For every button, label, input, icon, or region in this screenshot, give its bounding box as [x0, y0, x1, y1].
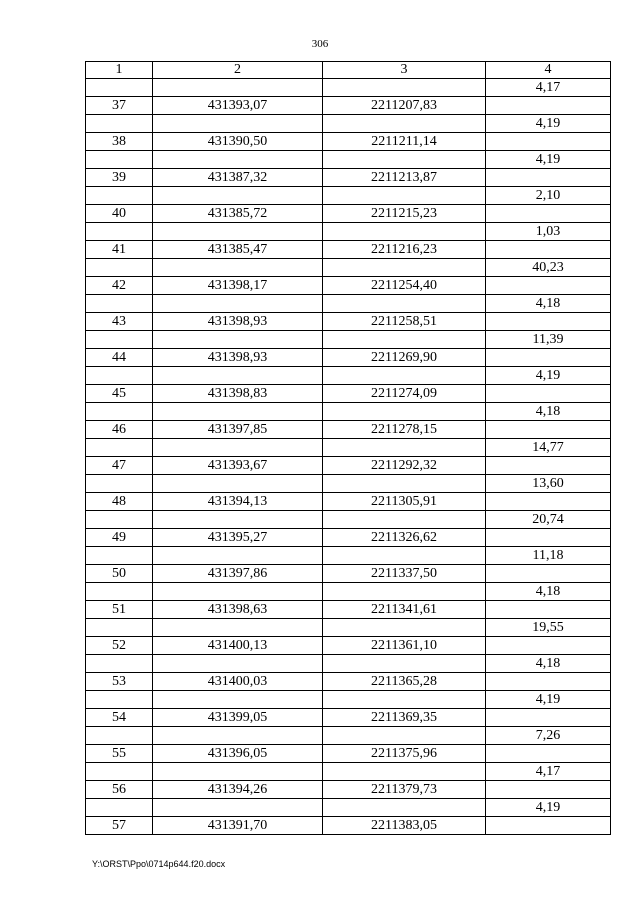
table-row: [86, 295, 611, 313]
distance-cell: 4,18: [486, 295, 611, 313]
x-coordinate-cell: 431396,05: [153, 745, 323, 763]
point-number-cell: [86, 655, 153, 673]
y-coordinate-cell: [323, 151, 486, 169]
y-coordinate-cell: [323, 583, 486, 601]
x-coordinate-cell: 431393,07: [153, 97, 323, 115]
table-row: [86, 673, 611, 691]
table-row: [86, 637, 611, 655]
table-row: [86, 529, 611, 547]
x-coordinate-cell: [153, 655, 323, 673]
y-coordinate-cell: 2211305,91: [323, 493, 486, 511]
distance-cell: [486, 709, 611, 727]
x-coordinate-cell: [153, 115, 323, 133]
x-coordinate-cell: [153, 691, 323, 709]
x-coordinate-cell: 431390,50: [153, 133, 323, 151]
table-row: [86, 457, 611, 475]
table-row: [86, 817, 611, 835]
file-path-footer: Y:\ORST\Ppo\0714p644.f20.docx: [92, 859, 226, 869]
y-coordinate-cell: 2211379,73: [323, 781, 486, 799]
y-coordinate-cell: [323, 763, 486, 781]
x-coordinate-cell: 431385,72: [153, 205, 323, 223]
table-row: [86, 619, 611, 637]
x-coordinate-cell: [153, 259, 323, 277]
table-row: [86, 313, 611, 331]
table-row: [86, 205, 611, 223]
point-number-cell: [86, 583, 153, 601]
x-coordinate-cell: 431398,83: [153, 385, 323, 403]
point-number-cell: [86, 79, 153, 97]
x-coordinate-cell: 431398,93: [153, 349, 323, 367]
distance-cell: [486, 493, 611, 511]
coordinates-table: [85, 61, 611, 835]
distance-cell: 14,77: [486, 439, 611, 457]
point-number-cell: [86, 115, 153, 133]
table-row: [86, 709, 611, 727]
point-number-cell: 48: [86, 493, 153, 511]
y-coordinate-cell: 2211383,05: [323, 817, 486, 835]
distance-cell: [486, 673, 611, 691]
point-number-cell: [86, 187, 153, 205]
column-header-y: 3: [323, 62, 486, 79]
y-coordinate-cell: 2211211,14: [323, 133, 486, 151]
x-coordinate-cell: [153, 547, 323, 565]
distance-cell: 7,26: [486, 727, 611, 745]
x-coordinate-cell: 431398,93: [153, 313, 323, 331]
point-number-cell: [86, 403, 153, 421]
distance-cell: [486, 97, 611, 115]
point-number-cell: 53: [86, 673, 153, 691]
table-row: [86, 439, 611, 457]
y-coordinate-cell: 2211365,28: [323, 673, 486, 691]
point-number-cell: 47: [86, 457, 153, 475]
point-number-cell: [86, 439, 153, 457]
distance-cell: [486, 637, 611, 655]
x-coordinate-cell: [153, 799, 323, 817]
y-coordinate-cell: [323, 799, 486, 817]
distance-cell: [486, 169, 611, 187]
x-coordinate-cell: [153, 439, 323, 457]
point-number-cell: 57: [86, 817, 153, 835]
point-number-cell: [86, 475, 153, 493]
y-coordinate-cell: 2211258,51: [323, 313, 486, 331]
table-row: [86, 385, 611, 403]
y-coordinate-cell: 2211207,83: [323, 97, 486, 115]
y-coordinate-cell: [323, 439, 486, 457]
point-number-cell: 43: [86, 313, 153, 331]
y-coordinate-cell: [323, 727, 486, 745]
column-header-x: 2: [153, 62, 323, 79]
y-coordinate-cell: 2211375,96: [323, 745, 486, 763]
table-row: [86, 493, 611, 511]
point-number-cell: [86, 619, 153, 637]
distance-cell: [486, 601, 611, 619]
y-coordinate-cell: [323, 547, 486, 565]
y-coordinate-cell: [323, 295, 486, 313]
distance-cell: [486, 205, 611, 223]
point-number-cell: 56: [86, 781, 153, 799]
point-number-cell: 54: [86, 709, 153, 727]
distance-cell: [486, 277, 611, 295]
point-number-cell: 45: [86, 385, 153, 403]
point-number-cell: [86, 223, 153, 241]
table-row: [86, 745, 611, 763]
x-coordinate-cell: [153, 331, 323, 349]
table-row: [86, 601, 611, 619]
distance-cell: 4,18: [486, 403, 611, 421]
distance-cell: [486, 781, 611, 799]
x-coordinate-cell: [153, 223, 323, 241]
y-coordinate-cell: 2211269,90: [323, 349, 486, 367]
distance-cell: 19,55: [486, 619, 611, 637]
distance-cell: 4,18: [486, 583, 611, 601]
x-coordinate-cell: 431398,17: [153, 277, 323, 295]
x-coordinate-cell: [153, 583, 323, 601]
y-coordinate-cell: [323, 223, 486, 241]
x-coordinate-cell: 431387,32: [153, 169, 323, 187]
point-number-cell: [86, 763, 153, 781]
distance-cell: [486, 349, 611, 367]
point-number-cell: [86, 799, 153, 817]
y-coordinate-cell: 2211326,62: [323, 529, 486, 547]
table-row: [86, 655, 611, 673]
y-coordinate-cell: 2211369,35: [323, 709, 486, 727]
point-number-cell: 38: [86, 133, 153, 151]
point-number-cell: [86, 547, 153, 565]
point-number-cell: [86, 259, 153, 277]
column-header-point: 1: [86, 62, 153, 79]
table-row: [86, 763, 611, 781]
point-number-cell: [86, 691, 153, 709]
x-coordinate-cell: 431397,85: [153, 421, 323, 439]
table-row: [86, 421, 611, 439]
table-row: [86, 583, 611, 601]
x-coordinate-cell: [153, 187, 323, 205]
y-coordinate-cell: 2211361,10: [323, 637, 486, 655]
table-row: [86, 547, 611, 565]
point-number-cell: 52: [86, 637, 153, 655]
x-coordinate-cell: 431400,13: [153, 637, 323, 655]
point-number-cell: 44: [86, 349, 153, 367]
x-coordinate-cell: 431394,26: [153, 781, 323, 799]
table-row: [86, 403, 611, 421]
y-coordinate-cell: 2211274,09: [323, 385, 486, 403]
table-row: [86, 169, 611, 187]
distance-cell: 4,19: [486, 115, 611, 133]
distance-cell: 20,74: [486, 511, 611, 529]
table-row: [86, 691, 611, 709]
point-number-cell: [86, 151, 153, 169]
point-number-cell: 40: [86, 205, 153, 223]
y-coordinate-cell: [323, 655, 486, 673]
table-row: [86, 565, 611, 583]
table-row: [86, 781, 611, 799]
x-coordinate-cell: 431398,63: [153, 601, 323, 619]
table-row: [86, 331, 611, 349]
x-coordinate-cell: 431397,86: [153, 565, 323, 583]
table-row: [86, 349, 611, 367]
point-number-cell: 46: [86, 421, 153, 439]
y-coordinate-cell: [323, 331, 486, 349]
distance-cell: 11,18: [486, 547, 611, 565]
column-header-distance: 4: [486, 62, 611, 79]
table-row: [86, 799, 611, 817]
table-row: [86, 367, 611, 385]
table-row: [86, 187, 611, 205]
x-coordinate-cell: [153, 151, 323, 169]
distance-cell: 13,60: [486, 475, 611, 493]
point-number-cell: 55: [86, 745, 153, 763]
distance-cell: 4,17: [486, 763, 611, 781]
table-row: [86, 277, 611, 295]
distance-cell: 4,19: [486, 691, 611, 709]
x-coordinate-cell: [153, 511, 323, 529]
distance-cell: 11,39: [486, 331, 611, 349]
distance-cell: [486, 241, 611, 259]
x-coordinate-cell: [153, 367, 323, 385]
x-coordinate-cell: 431395,27: [153, 529, 323, 547]
table-row: [86, 727, 611, 745]
x-coordinate-cell: [153, 727, 323, 745]
x-coordinate-cell: [153, 475, 323, 493]
table-row: [86, 97, 611, 115]
table-row: [86, 475, 611, 493]
table-row: [86, 511, 611, 529]
y-coordinate-cell: [323, 259, 486, 277]
distance-cell: 40,23: [486, 259, 611, 277]
distance-cell: [486, 457, 611, 475]
x-coordinate-cell: [153, 763, 323, 781]
y-coordinate-cell: 2211278,15: [323, 421, 486, 439]
x-coordinate-cell: [153, 79, 323, 97]
point-number-cell: 50: [86, 565, 153, 583]
y-coordinate-cell: [323, 79, 486, 97]
distance-cell: 4,17: [486, 79, 611, 97]
distance-cell: 2,10: [486, 187, 611, 205]
x-coordinate-cell: 431400,03: [153, 673, 323, 691]
y-coordinate-cell: [323, 475, 486, 493]
y-coordinate-cell: [323, 691, 486, 709]
point-number-cell: 37: [86, 97, 153, 115]
distance-cell: 4,19: [486, 367, 611, 385]
y-coordinate-cell: 2211215,23: [323, 205, 486, 223]
x-coordinate-cell: 431394,13: [153, 493, 323, 511]
table-row: [86, 79, 611, 97]
distance-cell: 1,03: [486, 223, 611, 241]
table-row: [86, 259, 611, 277]
y-coordinate-cell: [323, 511, 486, 529]
table-row: [86, 115, 611, 133]
x-coordinate-cell: [153, 619, 323, 637]
y-coordinate-cell: [323, 367, 486, 385]
y-coordinate-cell: 2211213,87: [323, 169, 486, 187]
y-coordinate-cell: 2211337,50: [323, 565, 486, 583]
distance-cell: 4,19: [486, 799, 611, 817]
distance-cell: 4,19: [486, 151, 611, 169]
point-number-cell: 51: [86, 601, 153, 619]
point-number-cell: 39: [86, 169, 153, 187]
x-coordinate-cell: [153, 403, 323, 421]
y-coordinate-cell: [323, 403, 486, 421]
distance-cell: [486, 565, 611, 583]
y-coordinate-cell: 2211216,23: [323, 241, 486, 259]
point-number-cell: 42: [86, 277, 153, 295]
point-number-cell: [86, 511, 153, 529]
table-row: [86, 241, 611, 259]
distance-cell: [486, 133, 611, 151]
y-coordinate-cell: [323, 187, 486, 205]
table-row: [86, 151, 611, 169]
distance-cell: [486, 385, 611, 403]
y-coordinate-cell: [323, 619, 486, 637]
distance-cell: 4,18: [486, 655, 611, 673]
x-coordinate-cell: 431399,05: [153, 709, 323, 727]
table-header-row: [86, 62, 611, 79]
distance-cell: [486, 313, 611, 331]
distance-cell: [486, 745, 611, 763]
point-number-cell: [86, 367, 153, 385]
table-row: [86, 133, 611, 151]
point-number-cell: [86, 727, 153, 745]
distance-cell: [486, 421, 611, 439]
point-number-cell: 41: [86, 241, 153, 259]
x-coordinate-cell: 431385,47: [153, 241, 323, 259]
y-coordinate-cell: 2211292,32: [323, 457, 486, 475]
point-number-cell: 49: [86, 529, 153, 547]
y-coordinate-cell: 2211254,40: [323, 277, 486, 295]
distance-cell: [486, 817, 611, 835]
point-number-cell: [86, 331, 153, 349]
x-coordinate-cell: 431393,67: [153, 457, 323, 475]
point-number-cell: [86, 295, 153, 313]
table-row: [86, 223, 611, 241]
y-coordinate-cell: 2211341,61: [323, 601, 486, 619]
distance-cell: [486, 529, 611, 547]
page-number: 306: [311, 38, 329, 50]
x-coordinate-cell: 431391,70: [153, 817, 323, 835]
x-coordinate-cell: [153, 295, 323, 313]
y-coordinate-cell: [323, 115, 486, 133]
